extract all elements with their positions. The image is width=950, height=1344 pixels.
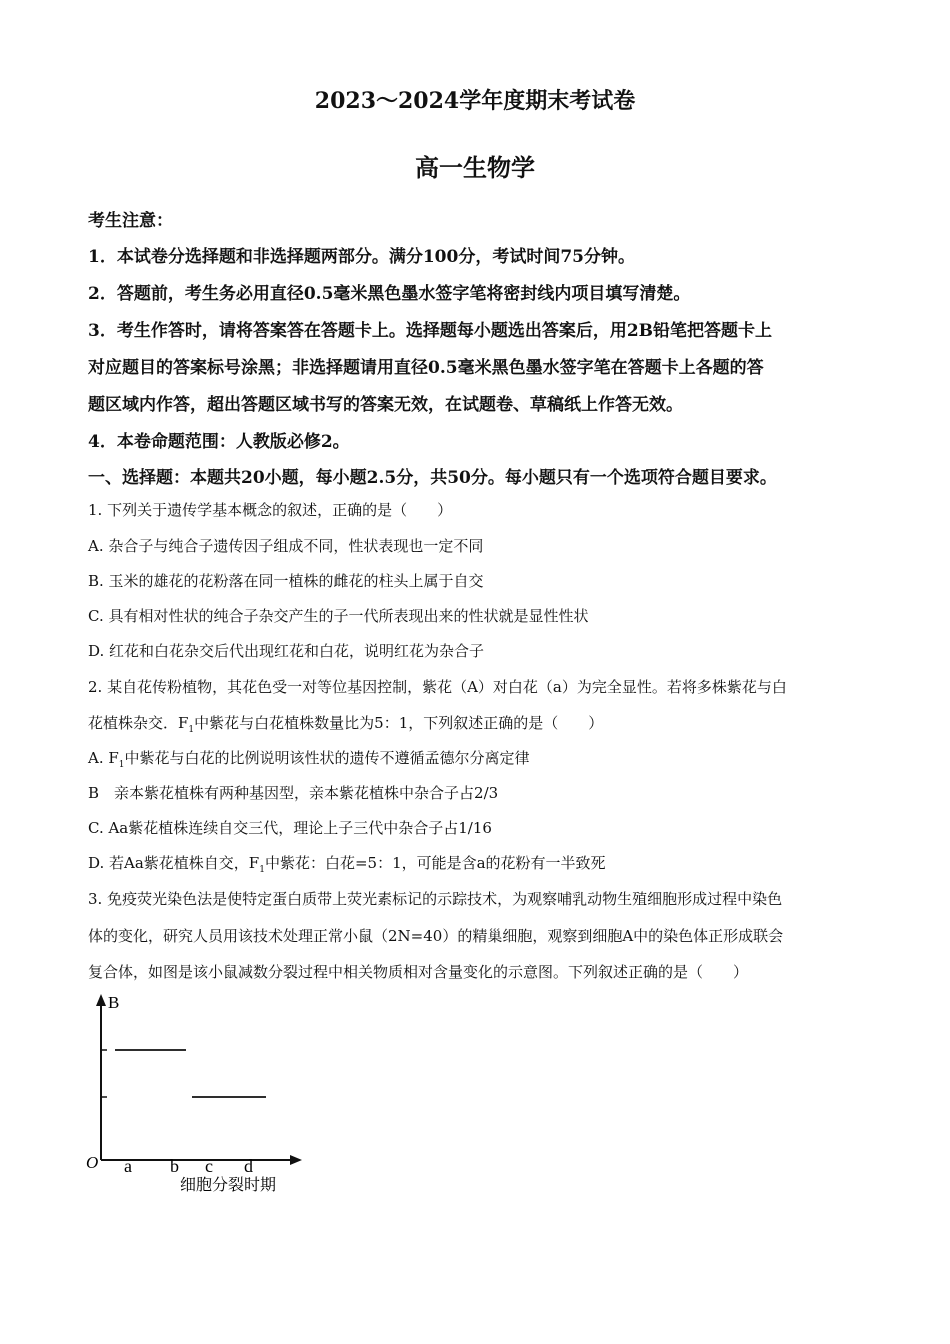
q3-figure (80, 990, 310, 1200)
x-tick-d: d (244, 1156, 253, 1176)
q2-stem-line-1: 2. 某自花传粉植物，其花色受一对等位基因控制，紫花（A）对白花（a）为完全显性。若将多株紫花与白 (88, 678, 787, 696)
x-tick-c: c (205, 1156, 213, 1176)
x-axis-label: 细胞分裂时期 (180, 1175, 277, 1194)
q3-stem-line-3: 复合体，如图是该小鼠减数分裂过程中相关物质相对含量变化的示意图。下列叙述正确的是（ ） (88, 963, 749, 981)
q1-option-b: B. 玉米的雄花的花粉落在同一植株的雌花的柱头上属于自交 (88, 572, 484, 590)
notice-heading: 考生注意： (88, 211, 173, 231)
q2-option-d: D. 若Aa紫花植株自交，$F_1$中紫花：白花=5：1，可能是含a的花粉有一半致死 (88, 854, 606, 875)
subject-title: 高一生物学 (415, 153, 535, 182)
q3-stem-line-2: 体的变化，研究人员用该技术处理正常小鼠（2N=40）的精巢细胞，观察到细胞A中的染色体正形成联会 (88, 927, 784, 945)
x-axis-arrow (290, 1155, 302, 1165)
q2-option-c: C. Aa紫花植株连续自交三代，理论上子三代中杂合子占1/16 (88, 819, 492, 837)
q2-option-a: A. $F_1$中紫花与白花的比例说明该性状的遗传不遵循孟德尔分离定律 (88, 749, 530, 770)
q3-stem-line-1: 3. 免疫荧光染色法是使特定蛋白质带上荧光素标记的示踪技术，为观察哺乳动物生殖细胞形成过程中染色 (88, 890, 783, 908)
q1-option-a: A. 杂合子与纯合子遗传因子组成不同，性状表现也一定不同 (88, 537, 484, 555)
q1-option-d: D. 红花和白花杂交后代出现红花和白花，说明红花为杂合子 (88, 642, 485, 660)
y-axis-label: B (108, 993, 120, 1012)
notice-item-2: 2．答题前，考生务必用直径0.5毫米黑色墨水签字笔将密封线内项目填写清楚。 (88, 284, 691, 304)
x-tick-b: b (170, 1156, 179, 1176)
q1-stem: 1. 下列关于遗传学基本概念的叙述，正确的是（ ） (88, 501, 453, 519)
q2-stem-line-2: 花植株杂交．$F_1$中紫花与白花植株数量比为5：1，下列叙述正确的是（ ） (88, 714, 604, 735)
section-1-heading: 一、选择题：本题共20小题，每小题2.5分，共50分。每小题只有一个选项符合题目要求。 (88, 468, 777, 488)
exam-title: 2023～2024学年度期末考试卷 (314, 88, 636, 114)
notice-item-1: 1．本试卷分选择题和非选择题两部分。满分100分，考试时间75分钟。 (88, 247, 635, 267)
notice-item-3-line-2: 对应题目的答案标号涂黑；非选择题请用直径0.5毫米黑色墨水签字笔在答题卡上各题的答 (88, 358, 764, 378)
notice-item-4: 4．本卷命题范围：人教版必修2。 (88, 432, 350, 452)
notice-item-3-line-1: 3．考生作答时，请将答案答在答题卡上。选择题每小题选出答案后，用2B铅笔把答题卡上 (88, 321, 773, 341)
q1-option-c: C. 具有相对性状的纯合子杂交产生的子一代所表现出来的性状就是显性性状 (88, 607, 589, 625)
x-tick-a: a (124, 1156, 132, 1176)
q2-option-b: B 亲本紫花植株有两种基因型，亲本紫花植株中杂合子占2/3 (88, 784, 499, 802)
notice-item-3-line-3: 题区域内作答，超出答题区域书写的答案无效，在试题卷、草稿纸上作答无效。 (88, 395, 683, 415)
y-axis-arrow (96, 994, 106, 1006)
origin-label: O (86, 1153, 99, 1172)
